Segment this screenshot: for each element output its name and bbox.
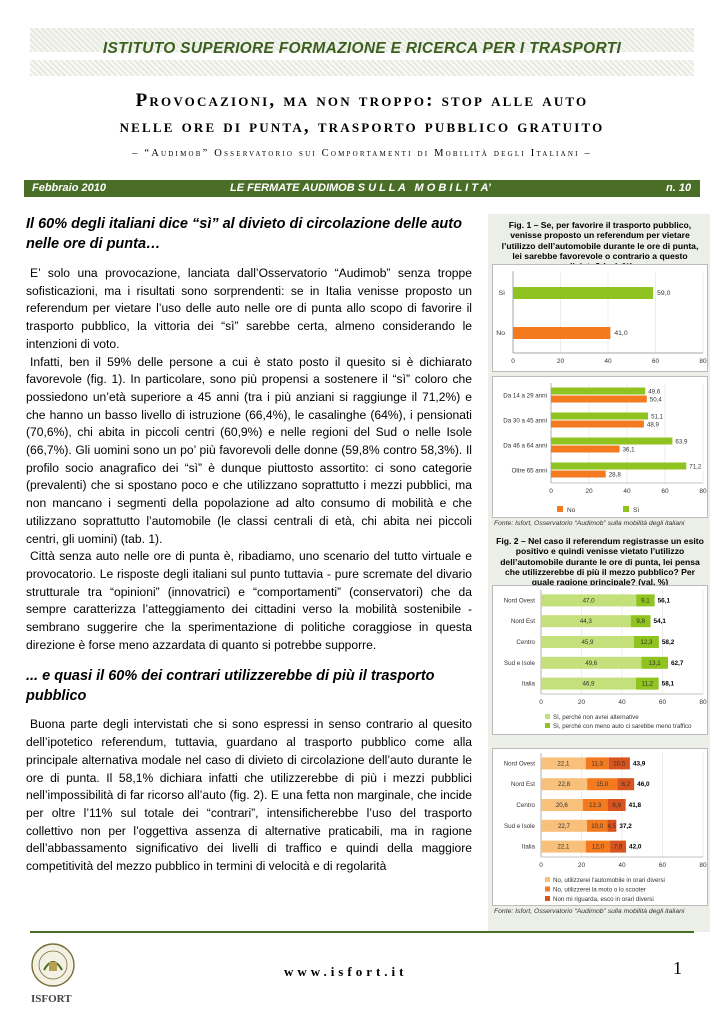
data-label: 59,0 <box>657 290 671 297</box>
x-tick-label: 0 <box>539 862 543 869</box>
x-tick-label: 0 <box>549 488 553 495</box>
legend-swatch <box>545 896 550 901</box>
data-label: 4,5 <box>607 822 617 830</box>
fig2-source: Fonte: Isfort, Osservatorio “Audimob” sulla mobilità degli italiani <box>494 908 685 915</box>
x-tick-label: 40 <box>604 358 612 365</box>
category-label: Da 30 a 45 anni <box>503 417 547 425</box>
data-label: 9,1 <box>641 597 650 605</box>
x-tick-label: 60 <box>651 358 660 365</box>
data-label: 11,3 <box>591 760 603 768</box>
data-label: 12,3 <box>589 802 602 809</box>
x-tick-label: 20 <box>577 862 586 869</box>
category-label: No <box>496 330 505 337</box>
data-label: 12,3 <box>640 639 653 646</box>
bar-si <box>551 463 686 470</box>
fig2-caption: Fig. 2 – Nel caso il referendum registrasse un esito positivo e quindi venisse vietato l’utilizzo dell’automobile durante le ore di punta, lei pensa che utilizzerebbe di più il mezzo pubblico? Per quale ragione principale? (val. %) <box>496 536 704 588</box>
bar-si <box>551 438 672 445</box>
legend-swatch <box>545 714 550 719</box>
legend-swatch <box>545 877 550 882</box>
total-label: 43,9 <box>632 760 646 768</box>
fig1-caption: Fig. 1 – Se, per favorire il trasporto pubblico, venisse proposto un referendum per vietare l’utilizzo dell’automobile durante le ore di punta, lei sarebbe favorevole o contrario a questo divieto? (val. %) <box>501 220 699 272</box>
logo-emblem <box>49 962 57 971</box>
fig1-chart-total <box>492 264 708 372</box>
data-label: 9,8 <box>636 618 645 626</box>
x-tick-label: 40 <box>618 699 626 706</box>
x-tick-label: 0 <box>539 699 543 706</box>
data-label: 71,2 <box>689 463 702 471</box>
bar-no <box>551 396 647 403</box>
category-label: Nord Est <box>510 618 535 626</box>
footer-divider <box>30 931 694 933</box>
x-tick-label: 20 <box>556 358 565 365</box>
headline-line-1: Provocazioni, ma non troppo: stop alle auto <box>135 90 589 111</box>
data-label: 41,0 <box>614 330 628 337</box>
series-title: LE FERMATE AUDIMOB S U L L A M O B I L I T A’ <box>230 182 491 194</box>
x-tick-label: 80 <box>699 862 707 869</box>
headline-line-2: nelle ore di punta, trasporto pubblico gratuito <box>119 116 605 137</box>
x-tick-label: 60 <box>658 699 667 706</box>
page-number: 1 <box>673 958 682 978</box>
data-label: 51,1 <box>651 413 664 421</box>
paragraph-2: Infatti, ben il 59% delle persone a cui è stato posto il quesito si è dichiarato favorevole (fig. 1). In particolare, sono più propensi a sostenere il “sì” coloro che possiedono un’età superiore a 45 anni (tra i più anziani si raggiunge il 71,2%) e che hanno un basso livello di istruzione (66,4%), le casalinghe (64%), i pensionati (70,6%), chi abita in piccoli centri (60,9%) e nelle regioni del Sud o nelle Isole (66,7%). Gli uomini sono un po’ più favorevoli delle donne (59,8% contro 58,3%). Il profilo socio anagrafico dei “sì” è dunque piuttosto assortito: ci sono categorie (prevalenti) che si spostano poco e che utilizzano soprattutto i mezzi pubblici, ma non mancano i segmenti della popolazione ad alto consumo di mobilità e che utilizzano soprattutto l’automobile (le classi centrali di età, chi abita nei piccoli centri, gli uomini) (tab. 1). <box>26 354 472 546</box>
x-tick-label: 80 <box>699 699 707 706</box>
isfort-logo-text: ISFORT <box>31 993 72 1005</box>
data-label: 15,0 <box>596 781 609 789</box>
x-tick-label: 80 <box>699 488 707 495</box>
total-label: 46,0 <box>637 781 650 789</box>
data-label: 28,8 <box>608 471 621 479</box>
total-label: 37,2 <box>619 822 632 830</box>
data-label: 49,6 <box>585 659 598 667</box>
fig1-chart-age <box>492 376 708 518</box>
category-label: Italia <box>521 680 535 688</box>
issue-bar <box>24 180 700 197</box>
website-link[interactable]: www.isfort.it <box>284 964 408 979</box>
category-label: Da 46 a 64 anni <box>503 442 547 450</box>
legend-swatch <box>545 887 550 892</box>
x-tick-label: 20 <box>577 699 586 706</box>
bar <box>513 287 653 299</box>
total-label: 62,7 <box>670 659 684 667</box>
data-label: 63,9 <box>675 438 688 446</box>
x-tick-label: 40 <box>623 488 631 495</box>
data-label: 46,9 <box>582 680 595 688</box>
category-label: Nord Ovest <box>503 597 535 605</box>
x-tick-label: 20 <box>585 488 593 495</box>
x-tick-label: 0 <box>511 358 515 365</box>
legend-entry: Sì, perché con meno auto ci sarebbe meno traffico <box>553 723 692 730</box>
legend-swatch <box>545 723 550 728</box>
data-label: 8,9 <box>612 802 621 809</box>
paragraph-4: Buona parte degli intervistati che si sono espressi in senso contrario al quesito dell’ipotetico referendum, tuttavia, guardano al trasporto pubblico come alla principale alternativa modale nel caso di divieto di circolazione dell’auto durante le ore di punta. Il 58,1% dichiara infatti che utilizzerebbe di più i mezzi pubblici nell’impossibilità di far ricorso all’auto (fig. 2). E una fetta non marginale, che incide per oltre l’11% sul totale dei “contrari”, intensificherebbe l’uso del trasporto collettivo non per l’oggettiva assenza di alternative praticabili, ma in ragione dell’abbassamento significativo dei livelli di traffico e quindi della maggiore competitività del mezzo pubblico in termini di velocità e di regolarità <box>26 717 472 874</box>
category-label: Centro <box>516 802 535 809</box>
x-tick-label: 60 <box>661 488 669 495</box>
legend-swatch <box>623 506 629 512</box>
data-label: 11,2 <box>641 680 654 688</box>
category-label: Nord Est <box>510 781 535 789</box>
category-label: Sud e Isole <box>504 659 535 667</box>
category-label: Sud e Isole <box>504 822 535 830</box>
institute-title: ISTITUTO SUPERIORE FORMAZIONE E RICERCA PER I TRASPORTI <box>102 40 622 57</box>
legend-entry: No <box>567 507 576 514</box>
category-label: Oltre 65 anni <box>511 467 547 475</box>
data-label: 7,9 <box>613 843 623 851</box>
total-label: 42,0 <box>629 843 642 851</box>
issue-date: Febbraio 2010 <box>32 182 106 194</box>
data-label: 49,6 <box>648 388 661 396</box>
data-label: 20,6 <box>555 802 568 809</box>
header-band-lower <box>30 60 694 76</box>
fig2-chart-yes <box>492 585 708 735</box>
data-label: 10,0 <box>591 822 604 830</box>
legend-entry: Non mi riguarda, esco in orari diversi <box>553 896 654 903</box>
total-label: 41,8 <box>628 802 642 809</box>
bar-no <box>551 446 620 453</box>
data-label: 45,9 <box>581 639 594 646</box>
bar-no <box>551 471 606 478</box>
article-column <box>26 214 472 876</box>
bar <box>513 327 610 339</box>
x-tick-label: 80 <box>699 358 707 365</box>
total-label: 58,1 <box>661 680 675 688</box>
data-label: 22,8 <box>558 781 571 789</box>
data-label: 8,2 <box>621 781 631 789</box>
data-label: 44,3 <box>579 618 592 626</box>
paragraph-3: Città senza auto nelle ore di punta è, ribadiamo, uno scenario del tutto virtuale e provocatorio. Le risposte degli italiani sul punto tuttavia - pure scremate del divario strutturale tra “opinioni” (innovatrici) e “comportamenti” (conservatori) che da sempre caratterizza l’atteggiamento dei cittadini verso la mobilità sostenibile - sembrano suggerire che la sperimentazione di politiche coraggiose in questa direzione è forse meno azzardata di quanto si potrebbe supporre. <box>26 549 472 652</box>
section-title-1: Il 60% degli italiani dice “sì” al divieto di circolazione delle auto nelle ore di punta… <box>26 216 462 252</box>
data-label: 22,7 <box>557 822 571 830</box>
legend-entry: No, utilizzerei l'automobile in orari diversi <box>553 877 665 884</box>
data-label: 12,0 <box>591 843 604 851</box>
category-label: Italia <box>521 843 535 851</box>
total-label: 56,1 <box>657 597 671 605</box>
data-label: 22,1 <box>557 843 570 851</box>
data-label: 48,9 <box>646 421 659 429</box>
x-tick-label: 60 <box>658 862 667 869</box>
legend-entry: Sì, perché non avrei alternative <box>553 714 639 721</box>
category-label: Nord Ovest <box>503 760 535 768</box>
fig1-source: Fonte: Isfort, Osservatorio “Audimob” sulla mobilità degli italiani <box>494 520 685 527</box>
bar-no <box>551 421 644 428</box>
bar-si <box>551 388 645 395</box>
category-label: Da 14 a 29 anni <box>503 392 547 400</box>
legend-entry: Sì <box>633 507 640 514</box>
paragraph-1: E’ solo una provocazione, lanciata dall’Osservatorio “Audimob” senza troppe sofisticazioni, ma i risultati sono sorprendenti: se in Italia venisse proposto un referendum per vietare l’uso delle auto nelle ore di punta allo scopo di favorire il trasporto pubblico, la vittoria dei “sì” sarebbe certa, almeno considerando le intenzioni di voto. <box>26 266 472 351</box>
data-label: 47,0 <box>582 597 595 605</box>
legend-swatch <box>557 506 563 512</box>
total-label: 54,1 <box>653 618 667 626</box>
bar-si <box>551 413 648 420</box>
section-title-2: ... e quasi il 60% dei contrari utilizzerebbe di più il trasporto pubblico <box>26 668 435 705</box>
subheadline: – “Audimob” Osservatorio sui Comportamenti di Mobilità degli Italiani – <box>132 148 592 159</box>
legend-entry: No, utilizzerei la moto o lo scooter <box>553 886 646 894</box>
issue-number: n. 10 <box>666 182 692 194</box>
category-label: Sì <box>498 290 505 297</box>
data-label: 10,5 <box>613 760 626 768</box>
data-label: 13,1 <box>648 659 661 667</box>
category-label: Centro <box>516 639 535 646</box>
x-tick-label: 40 <box>618 862 626 869</box>
isfort-logo <box>30 940 76 992</box>
total-label: 58,2 <box>661 639 675 646</box>
data-label: 50,4 <box>649 396 662 404</box>
data-label: 36,1 <box>622 446 635 454</box>
fig2-chart-no <box>492 748 708 906</box>
data-label: 22,1 <box>557 760 570 768</box>
